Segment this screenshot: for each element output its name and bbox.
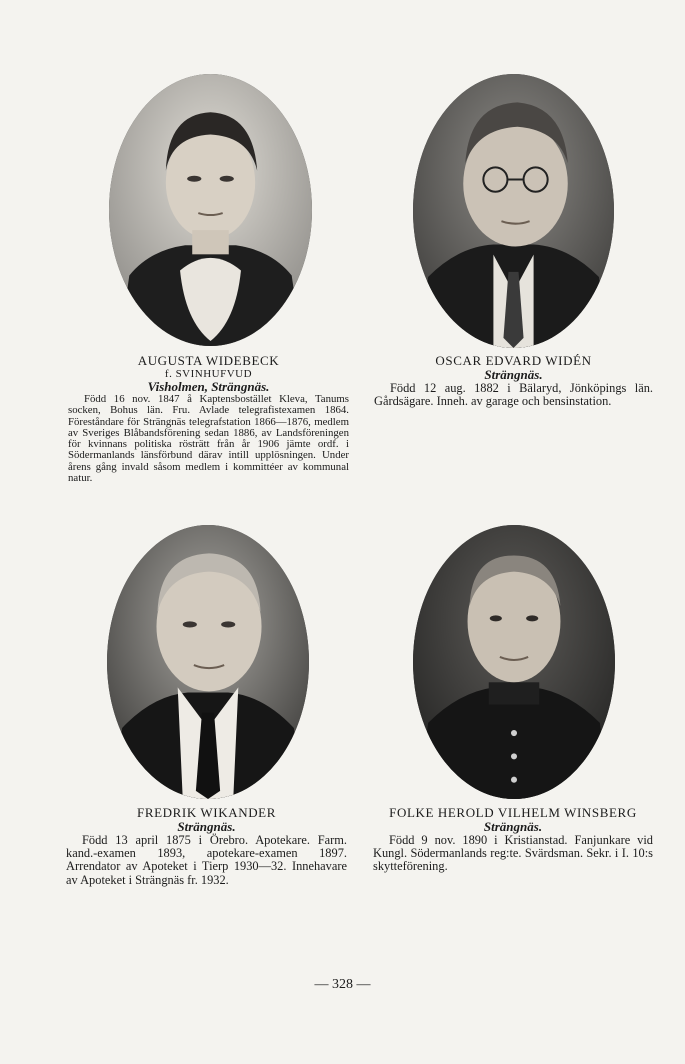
entry-oscar-widen — [374, 354, 653, 408]
entry-augusta-widebeck — [68, 354, 349, 484]
entry-folke-winsberg — [373, 806, 653, 874]
person-name: FOLKE HEROLD VILHELM WINSBERG — [389, 805, 637, 820]
biography: Född 9 nov. 1890 i Kristianstad. Fanjunkare vid Kungl. Södermanlands reg:te. Svärdsman. Sekr. i I. 10:s skytteförening. — [373, 833, 653, 874]
portrait-augusta-widebeck — [109, 74, 312, 346]
portrait-folke-winsberg — [413, 525, 615, 799]
portrait-oscar-widen — [413, 74, 614, 348]
biography: Född 16 nov. 1847 å Kaptensbostället Kleva, Tanums socken, Bohus län. Fru. Avlade telegrafistexamen 1864. Föreståndare för Strängnäs telegrafstation 1866—1876, medlem av Sveriges Blåbandsförening sedan 1886, av Landsföreningen för kvinnans politiska rösträtt från år 1906 jämte ordf. i Södermanlands länsförbund därav intill upplösningen. Under årens gång invald såsom medlem i kommittéer av kommunal natur. — [68, 393, 349, 485]
page-number: — 328 — — [314, 977, 371, 992]
entry-fredrik-wikander — [66, 806, 347, 887]
person-name: AUGUSTA WIDEBECK — [137, 353, 280, 368]
person-name: FREDRIK WIKANDER — [137, 805, 276, 820]
person-name: OSCAR EDVARD WIDÉN — [435, 353, 592, 368]
residence: Strängnäs. — [483, 819, 543, 834]
maiden-name: f. SVINHUFVUD — [164, 368, 253, 380]
residence: Strängnäs. — [177, 819, 236, 834]
biography: Född 12 aug. 1882 i Bälaryd, Jönköpings län. Gårdsägare. Inneh. av garage och bensinstation. — [374, 381, 653, 409]
portrait-fredrik-wikander — [107, 525, 309, 799]
biography: Född 13 april 1875 i Örebro. Apotekare. Farm. kand.-examen 1893, apotekare-examen 1897. Arrendator av Apoteket i Tierp 1930—32. Innehavare av Apoteket i Strängnäs fr. 1932. — [66, 833, 347, 887]
residence: Strängnäs. — [484, 367, 543, 382]
residence: Visholmen, Strängnäs. — [147, 379, 270, 394]
